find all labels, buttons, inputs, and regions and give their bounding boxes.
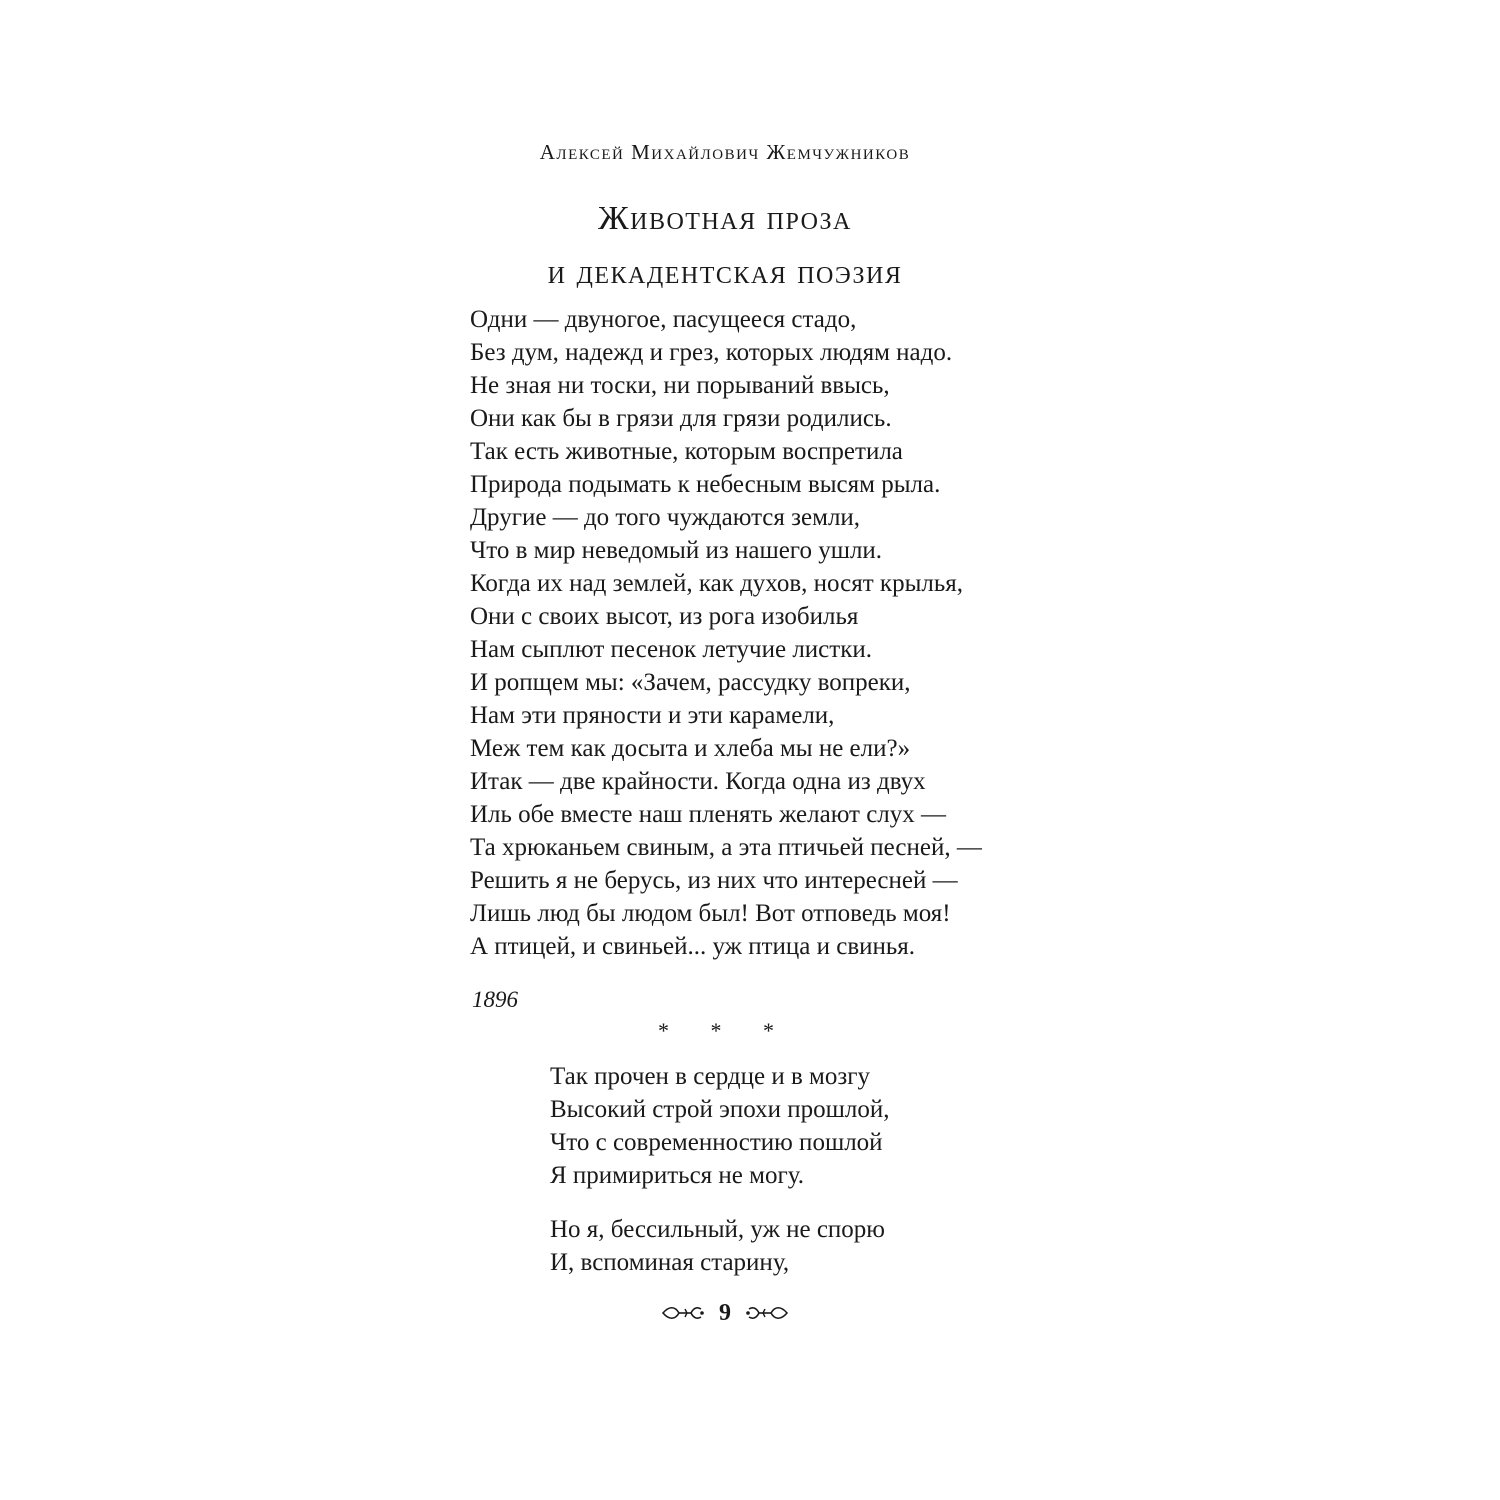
verse-line: Решить я не берусь, из них что интересней — bbox=[470, 867, 958, 894]
verse-line: Нам эти пряности и эти карамели, bbox=[470, 702, 835, 729]
verse-line: А птицей, и свиньей... уж птица и свинья. bbox=[470, 933, 916, 960]
running-head-author: Алексей Михайлович Жемчужников bbox=[539, 140, 911, 164]
poem2-stanza-1 bbox=[550, 1060, 1110, 1192]
verse-line: Нам сыплют песенок летучие листки. bbox=[470, 636, 872, 663]
verse-line: Одни — двуногое, пасущееся стадо, bbox=[470, 306, 857, 333]
section-separator: * * * bbox=[658, 1018, 792, 1043]
poem-title-line-2: и декадентская поэзия bbox=[547, 254, 903, 291]
verse-line: Та хрюканьем свиным, а эта птичьей песней, — bbox=[470, 834, 982, 861]
verse-line: Что с современностию пошлой bbox=[550, 1129, 883, 1156]
verse-line: Что в мир неведомый из нашего ушли. bbox=[470, 537, 883, 564]
floral-ornament-right-icon bbox=[745, 1303, 789, 1323]
poem-title bbox=[0, 192, 1450, 300]
verse-line: Не зная ни тоски, ни порываний ввысь, bbox=[470, 372, 890, 399]
verse-line: И, вспоминая старину, bbox=[550, 1249, 790, 1276]
verse-line: Так прочен в сердце и в мозгу bbox=[550, 1063, 870, 1090]
verse-line: Другие — до того чуждаются земли, bbox=[470, 504, 861, 531]
verse-line: Но я, бессильный, уж не спорю bbox=[550, 1216, 885, 1243]
verse-line: Меж тем как досыта и хлеба мы не ели?» bbox=[470, 735, 911, 762]
page-folio bbox=[640, 1296, 810, 1330]
verse-line: И ропщем мы: «Зачем, рассудку вопреки, bbox=[470, 669, 911, 696]
verse-line: Они как бы в грязи для грязи родились. bbox=[470, 405, 892, 432]
verse-line: Так есть животные, которым воспретила bbox=[470, 438, 903, 465]
floral-ornament-left-icon bbox=[661, 1303, 705, 1323]
verse-line: Я примириться не могу. bbox=[550, 1162, 804, 1189]
verse-line: Они с своих высот, из рога изобилья bbox=[470, 603, 859, 630]
poem-title-line-1: Животная проза bbox=[598, 200, 852, 237]
poem-body bbox=[470, 303, 1090, 963]
verse-line: Когда их над землей, как духов, носят крылья, bbox=[470, 570, 963, 597]
verse-line: Природа подымать к небесным высям рыла. bbox=[470, 471, 941, 498]
poem-date: 1896 bbox=[472, 987, 518, 1012]
verse-line: Без дум, надежд и грез, которых людям надо. bbox=[470, 339, 953, 366]
verse-line: Высокий строй эпохи прошлой, bbox=[550, 1096, 890, 1123]
page-number: 9 bbox=[719, 1299, 731, 1326]
verse-line: Иль обе вместе наш пленять желают слух — bbox=[470, 801, 947, 828]
verse-line: Итак — две крайности. Когда одна из двух bbox=[470, 768, 926, 795]
poem2-stanza-2 bbox=[550, 1213, 1110, 1279]
verse-line: Лишь люд бы людом был! Вот отповедь моя! bbox=[470, 900, 951, 927]
